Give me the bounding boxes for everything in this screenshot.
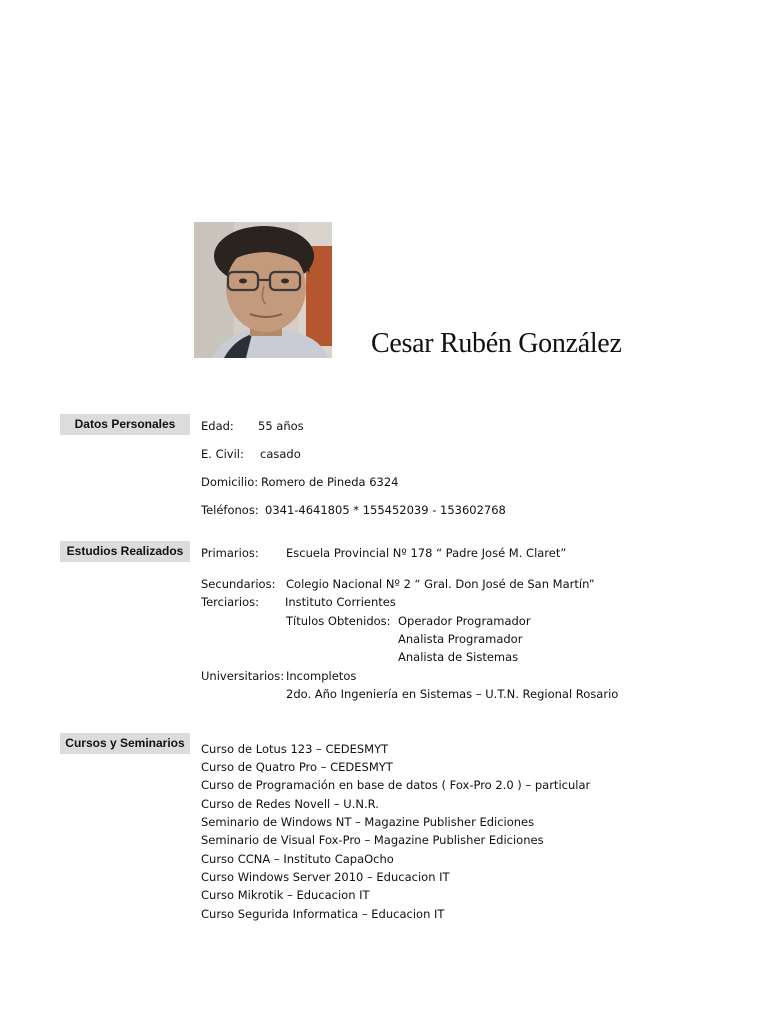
course-item: Curso de Redes Novell – U.N.R. [201, 797, 379, 811]
primarios-value: Escuela Provincial Nº 178 “ Padre José M. Claret” [286, 546, 567, 560]
universitarios-key: Universitarios: [201, 669, 285, 683]
edad-key: Edad: [201, 419, 234, 433]
secundarios-value: Colegio Nacional Nº 2 “ Gral. Don José de San Martín” [286, 577, 595, 591]
profile-photo [194, 222, 332, 358]
course-item: Curso de Lotus 123 – CEDESMYT [201, 742, 389, 756]
section-label-courses: Cursos y Seminarios [60, 733, 190, 754]
edad-value: 55 años [258, 419, 304, 433]
terciarios-key: Terciarios: [201, 595, 260, 609]
civil-value: casado [260, 447, 301, 461]
section-label-personal: Datos Personales [60, 414, 190, 435]
domicilio-key: Domicilio: [201, 475, 259, 489]
telefonos-key: Teléfonos: [201, 503, 259, 517]
domicilio-value: Romero de Pineda 6324 [261, 475, 399, 489]
course-item: Curso CCNA – Instituto CapaOcho [201, 852, 394, 866]
course-item: Curso Segurida Informatica – Educacion IT [201, 907, 445, 921]
primarios-key: Primarios: [201, 546, 259, 560]
course-item: Curso Mikrotik – Educacion IT [201, 888, 370, 902]
course-item: Curso Windows Server 2010 – Educacion IT [201, 870, 450, 884]
civil-key: E. Civil: [201, 447, 244, 461]
portrait-image [194, 222, 332, 358]
course-item: Curso de Quatro Pro – CEDESMYT [201, 760, 393, 774]
titulo-item: Analista Programador [398, 632, 523, 646]
candidate-name: Cesar Rubén González [371, 328, 622, 359]
universitarios-detail: 2do. Año Ingeniería en Sistemas – U.T.N. Regional Rosario [286, 687, 619, 701]
course-item: Seminario de Visual Fox-Pro – Magazine Publisher Ediciones [201, 833, 544, 847]
section-label-studies: Estudios Realizados [60, 541, 190, 562]
titulos-key: Títulos Obtenidos: [286, 614, 391, 628]
course-item: Seminario de Windows NT – Magazine Publisher Ediciones [201, 815, 535, 829]
course-item: Curso de Programación en base de datos ( Fox-Pro 2.0 ) – particular [201, 778, 591, 792]
titulo-item: Operador Programador [398, 614, 531, 628]
universitarios-value: Incompletos [286, 669, 357, 683]
secundarios-key: Secundarios: [201, 577, 276, 591]
terciarios-value: Instituto Corrientes [285, 595, 396, 609]
telefonos-value: 0341-4641805 * 155452039 - 153602768 [265, 503, 506, 517]
titulo-item: Analista de Sistemas [398, 650, 519, 664]
